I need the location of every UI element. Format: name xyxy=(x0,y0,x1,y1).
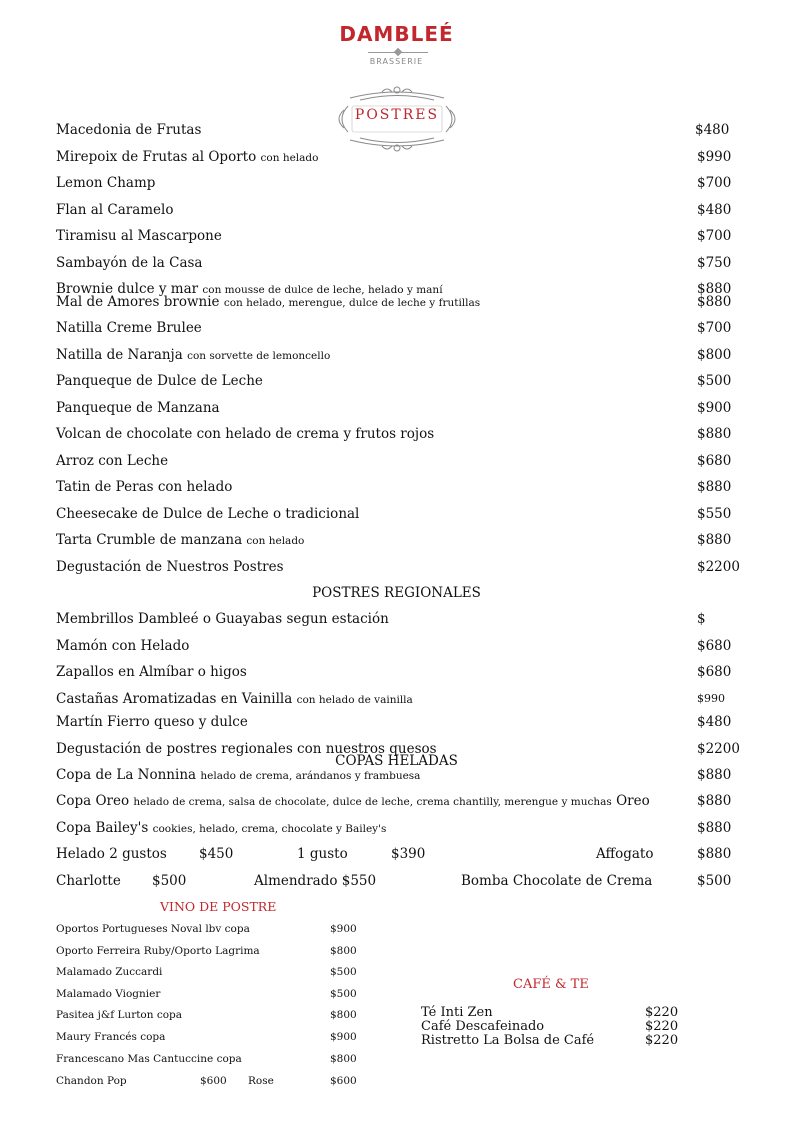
bomba-label: Bomba Chocolate de Crema xyxy=(461,873,653,889)
menu-item: Membrillos Dambleé o Guayabas segun estación xyxy=(56,611,389,627)
menu-item: Copa Bailey's cookies, helado, crema, chocolate y Bailey's xyxy=(56,820,387,836)
menu-item: Mal de Amores brownie con helado, merengue, dulce de leche y frutillas xyxy=(56,294,481,310)
page-title: POSTRES xyxy=(354,107,440,123)
wine-item: Maury Francés copa xyxy=(56,1031,166,1043)
wine-item: Francescano Mas Cantuccine copa xyxy=(56,1053,242,1065)
wine-item: Pasitea j&f Lurton copa xyxy=(56,1009,183,1021)
menu-item: Macedonia de Frutas xyxy=(56,122,202,138)
item-price: $680 xyxy=(697,453,732,469)
wine-price: $500 xyxy=(330,966,357,978)
cafe-price: $220 xyxy=(645,1005,679,1020)
item-price: $480 xyxy=(697,202,732,218)
wine-item: Malamado Zuccardi xyxy=(56,966,163,978)
item-price: $680 xyxy=(697,638,732,654)
menu-item: Tarta Crumble de manzana con helado xyxy=(56,532,305,548)
cafe-heading: CAFÉ & TE xyxy=(513,977,589,992)
charlotte-price: $500 xyxy=(152,873,187,889)
item-price: $880 xyxy=(697,820,732,836)
brand-logo: DAMBLEÉ xyxy=(339,22,454,46)
item-price: $880 xyxy=(697,532,732,548)
item-price: $680 xyxy=(697,664,732,680)
item-price: $550 xyxy=(697,506,732,522)
menu-item: Degustación de postres regionales con nuestros quesos xyxy=(56,741,437,757)
menu-item: Tatin de Peras con helado xyxy=(56,479,233,495)
item-price: $500 xyxy=(697,373,732,389)
wine-price: $600 xyxy=(200,1075,227,1087)
menu-item: Tiramisu al Mascarpone xyxy=(56,228,222,244)
item-price: $480 xyxy=(695,122,730,138)
item-price: $700 xyxy=(697,175,732,191)
item-price: $2200 xyxy=(697,559,740,575)
menu-item: Arroz con Leche xyxy=(56,453,169,469)
affogato-label: Affogato xyxy=(596,846,654,862)
cafe-item: Café Descafeinado xyxy=(421,1019,545,1034)
bomba-price: $500 xyxy=(697,873,732,889)
cafe-item: Té Inti Zen xyxy=(421,1005,493,1020)
menu-item: Mirepoix de Frutas al Oporto con helado xyxy=(56,149,319,165)
affogato-price: $880 xyxy=(697,846,732,862)
menu-item: Zapallos en Almíbar o higos xyxy=(56,664,247,680)
menu-item: Natilla de Naranja con sorvette de lemoncello xyxy=(56,347,331,363)
menu-item: Copa de La Nonnina helado de crema, arándanos y frambuesa xyxy=(56,767,421,783)
wine-price: $900 xyxy=(330,923,357,935)
wine-item: Oportos Portugueses Noval lbv copa xyxy=(56,923,250,935)
logo-ornament-icon xyxy=(394,48,402,56)
wine-item: Oporto Ferreira Ruby/Oporto Lagrima xyxy=(56,945,260,957)
item-price: $ xyxy=(697,611,706,627)
menu-item: Cheesecake de Dulce de Leche o tradicional xyxy=(56,506,360,522)
menu-item: Panqueque de Manzana xyxy=(56,400,220,416)
menu-item: Copa Oreo helado de crema, salsa de chocolate, dulce de leche, crema chantilly, merengue y muchas Oreo xyxy=(56,793,650,809)
cafe-item: Ristretto La Bolsa de Café xyxy=(421,1033,595,1048)
wine-price: $900 xyxy=(330,1031,357,1043)
menu-item: Natilla Creme Brulee xyxy=(56,320,202,336)
section-heading-copas: COPAS HELADAS xyxy=(335,753,458,769)
wine-item: Malamado Viognier xyxy=(56,988,161,1000)
title-badge xyxy=(330,84,464,154)
item-price: $880 xyxy=(697,426,732,442)
item-price: $880 xyxy=(697,281,732,297)
wine-item: Rose xyxy=(248,1075,274,1087)
wine-price: $600 xyxy=(330,1075,357,1087)
vino-heading: VINO DE POSTRE xyxy=(160,899,277,914)
menu-item: Mamón con Helado xyxy=(56,638,190,654)
menu-item: Volcan de chocolate con helado de crema y frutos rojos xyxy=(56,426,435,442)
wine-price: $800 xyxy=(330,945,357,957)
item-price: $480 xyxy=(697,714,732,730)
item-price: $880 xyxy=(697,767,732,783)
brand-subtitle: BRASSERIE xyxy=(369,57,424,66)
menu-item: Panqueque de Dulce de Leche xyxy=(56,373,263,389)
item-price: $880 xyxy=(697,479,732,495)
item-price: $880 xyxy=(697,294,732,310)
item-price: $700 xyxy=(697,228,732,244)
menu-item: Martín Fierro queso y dulce xyxy=(56,714,248,730)
wine-price: $800 xyxy=(330,1009,357,1021)
wine-price: $800 xyxy=(330,1053,357,1065)
cafe-price: $220 xyxy=(645,1033,679,1048)
item-price: $880 xyxy=(697,793,732,809)
menu-item: Sambayón de la Casa xyxy=(56,255,203,271)
wine-item: Chandon Pop xyxy=(56,1075,127,1087)
item-price: $750 xyxy=(697,255,732,271)
item-price: $990 xyxy=(697,149,732,165)
wine-price: $500 xyxy=(330,988,357,1000)
item-price: $990 xyxy=(697,692,725,705)
section-heading-regionales: POSTRES REGIONALES xyxy=(312,585,481,601)
charlotte-label: Charlotte xyxy=(56,873,121,889)
menu-item: Brownie dulce y mar con mousse de dulce de leche, helado y maní xyxy=(56,281,443,297)
almendrado-label: Almendrado $550 xyxy=(254,873,377,889)
gusto-label: 1 gusto xyxy=(297,846,348,862)
menu-item: Degustación de Nuestros Postres xyxy=(56,559,284,575)
helado-price: $450 xyxy=(199,846,234,862)
menu-item: Castañas Aromatizadas en Vainilla con helado de vainilla xyxy=(56,691,413,707)
helado-label: Helado 2 gustos xyxy=(56,846,167,862)
item-price: $700 xyxy=(697,320,732,336)
cafe-price: $220 xyxy=(645,1019,679,1034)
menu-item: Flan al Caramelo xyxy=(56,202,174,218)
menu-item: Lemon Champ xyxy=(56,175,156,191)
item-price: $800 xyxy=(697,347,732,363)
item-price: $2200 xyxy=(697,741,740,757)
gusto-price: $390 xyxy=(391,846,426,862)
item-price: $900 xyxy=(697,400,732,416)
